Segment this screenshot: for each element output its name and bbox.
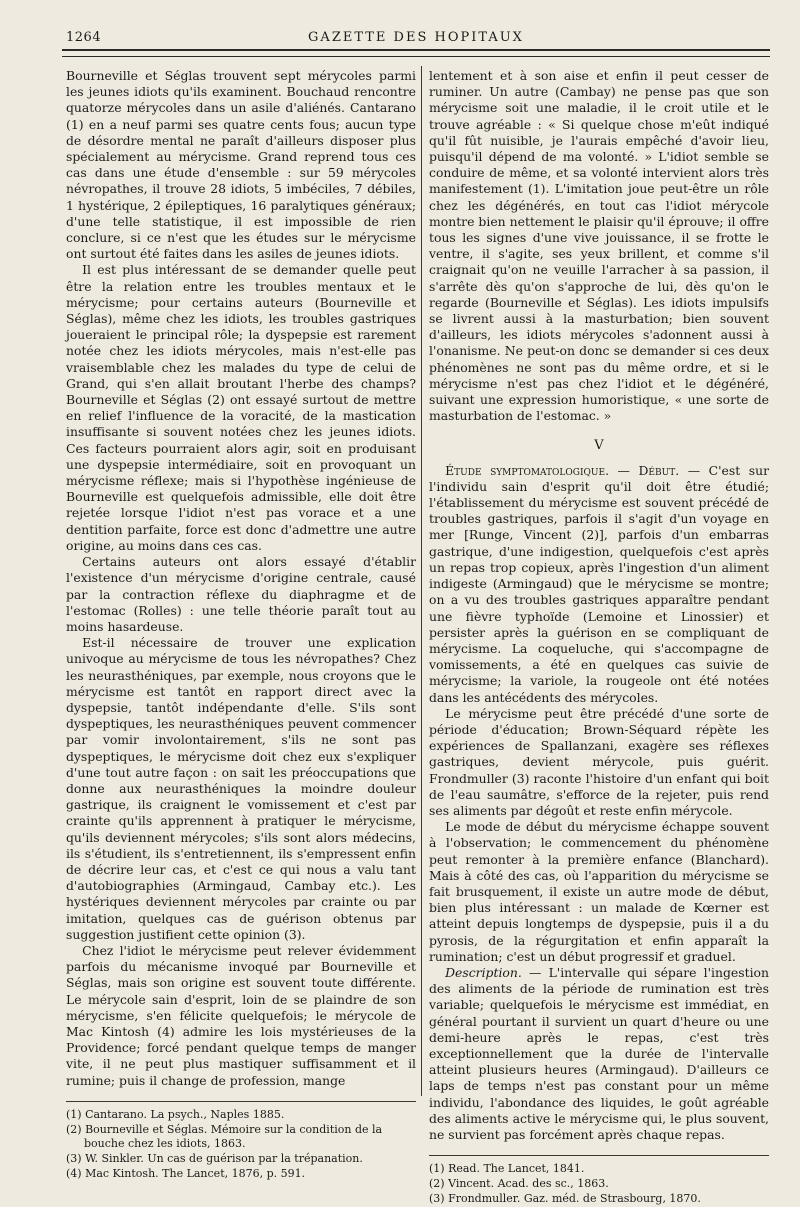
footnote: (1) Read. The Lancet, 1841. xyxy=(429,1162,585,1176)
subheading-description: Description. xyxy=(445,964,522,980)
paragraph: lentement et à son aise et enfin il peut cesser de ruminer. Un autre (Cambay) ne pense pas que son mérycisme soit une maladie, il le croit utile et le trouve agréable : « Si quelque chose m'eût indiqué qu'il fût nuisible, je l'aurais empêché d'avoir lieu, puisqu'il dépend de ma volonté. » L'idiot semble se conduire de même, et sa volonté intervient alors très manifestement (1). L'imitation joue peut-être un rôle chez les dégénérés, en tout cas l'idiot mérycole montre bien nettement le plaisir qu'il éprouve; il offre tous les signes d'une vive jouissance, il se frotte le ventre, il s'agite, ses yeux brillent, et comme s'il craignait qu'on ne veuille l'arracher à sa passion, il s'arrête dès qu'on s'approche de lui, dès qu'on le regarde (Bourneville et Séglas). Les idiots impulsifs se livrent aussi à la masturbation; bien souvent d'ailleurs, les idiots mérycoles s'adonnent aussi à l'onanisme. Ne peut-on donc se demander si ces deux phénomènes ne sont pas du même ordre, et si le mérycisme n'est pas chez l'idiot et le dégénéré, suivant une expression humoristique, « une sorte de masturbation de l'estomac. » xyxy=(429,68,769,424)
paragraph: Chez l'idiot le mérycisme peut relever évidemment parfois du mécanisme invoqué par Bourneville et Séglas, mais son origine est souvent toute différente. Le mérycole sain d'esprit, loin de se plaindre de son mérycisme, s'en félicite quelquefois; le mérycole de Mac Kintosh (4) admire les lois mystérieuses de la Providence; forcé pendant quelque temps de manger vite, il ne peut plus mastiquer suffisamment et il rumine; puis il change de profession, mange xyxy=(66,942,416,1088)
paragraph: Certains auteurs ont alors essayé d'établir l'existence d'un mérycisme d'origine centrale, causé par la contraction réflexe du diaphragme et de l'estomac (Rolles) : une telle théorie paraît tout au moins hasardeuse. xyxy=(66,554,416,634)
footnote: (4) Mac Kintosh. The Lancet, 1876, p. 591. xyxy=(66,1166,306,1180)
page-number: 1264 xyxy=(66,30,102,45)
paragraph: Bourneville et Séglas trouvent sept mérycoles parmi les jeunes idiots qu'ils examinent. Bouchaud rencontre quatorze mérycoles dans un asile d'aliénés. Cantarano (1) en a neuf parmi ses quatre cents fous; aucun type de désordre mental ne paraît d'ailleurs disposer plus spécialement au mérycisme. Grand reprend tous ces cas dans une étude d'ensemble : sur 59 mérycoles névropathes, il trouve 28 idiots, 5 imbéciles, 7 débiles, 1 hystérique, 2 épileptiques, 16 paralytiques généraux; d'une telle statistique, il est impossible de rien conclure, si ce n'est que les études sur le mérycisme ont surtout été faites dans les asiles de jeunes idiots. xyxy=(66,68,416,262)
footnote: (1) Cantarano. La psych., Naples 1885. xyxy=(66,1107,285,1121)
right-column xyxy=(429,68,769,1207)
footnote: (2) Vincent. Acad. des sc., 1863. xyxy=(429,1177,609,1191)
paragraph-text: L'intervalle qui sépare l'ingestion des aliments de la période de rumination est très variable; quelquefois le mérycisme est immédiat, en général pourtant il survient un quart d'heure ou une demi-heure après le repas, c'est très exceptionnellement que la durée de l'intervalle atteint plusieurs heures (Armingaud). D'ailleurs ce laps de temps n'est pas constant pour un même individu, l'abondance des liquides, le goût agréable des aliments active le mérycisme qui, le plus souvent, ne survient pas forcément après chaque repas. xyxy=(429,964,769,1142)
paragraph-text: C'est sur l'individu sain d'esprit qu'il doit être étudié; l'établissement du mérycisme est souvent précédé de troubles gastriques, parfois il s'agit d'un voyage en mer [Runge, Vincent (2)], parfois d'un embarras gastrique, d'une indigestion, quelquefois c'est après un repas trop copieux, après l'ingestion d'un aliment indigeste (Armingaud) que le mérycisme se montre; on a vu des troubles gastriques apparaître pendant une fièvre typhoïde (Lemoine et Linossier) et persister après la guérison en se compliquant de mérycisme. La coqueluche, qui s'accompagne de vomissements, a été en quelques cas suivie de mérycisme; la variole, la rougeole ont été notées dans les antécédents des mérycoles. xyxy=(429,462,770,705)
header-rule xyxy=(62,49,770,57)
page-header xyxy=(62,26,770,48)
footnotes xyxy=(429,1162,769,1206)
paragraph: Est-il nécessaire de trouver une explication univoque au mérycisme de tous les névropathes? Chez les neurasthéniques, par exemple, nous croyons que le mérycisme est tantôt en rapport direct avec la dyspepsie, tantôt indépendante d'elle. S'ils sont dyspeptiques, les neurasthéniques peuvent commencer par vomir involontairement, s'ils ne sont pas dyspeptiques, le mérycisme doit chez eux s'expliquer d'une tout autre façon : on sait les préoccupations que donne aux neurasthéniques la moindre douleur gastrique, ils craignent le vomissement et c'est par crainte qu'ils apprennent à pratiquer le mérycisme, qu'ils deviennent mérycoles; s'ils sont alors médecins, ils s'étudient, ils s'entretiennent, ils s'empressent enfin de décrire leur cas, et c'est ce qui nous a valu tant d'autobiographies (Armingaud, Cambay etc.). Les hystériques deviennent mérycoles par crainte ou par imitation, quelques cas de guérison obtenus par suggestion justifient cette opinion (3). xyxy=(66,635,416,942)
section-number: V xyxy=(594,438,604,454)
paragraph-description: Description. — L'intervalle qui sépare l'ingestion des aliments de la période de rumination est très variable; quelquefois le mérycisme est immédiat, en général pourtant il survient un quart d'heure ou une demi-heure après le repas, c'est très exceptionnellement que la durée de l'intervalle atteint plusieurs heures (Armingaud). D'ailleurs ce laps de temps n'est pas constant pour un même individu, l'abondance des liquides, le goût agréable des aliments active le mérycisme qui, le plus souvent, ne survient pas forcément après chaque repas. xyxy=(429,964,769,1142)
footnotes xyxy=(66,1108,416,1181)
paragraph: Le mode de début du mérycisme échappe souvent à l'observation; le commencement du phénomène peut remonter à la première enfance (Blanchard). Mais à côté des cas, où l'apparition du mérycisme se fait brusquement, il existe un autre mode de début, bien plus intéressant : un malade de Kœrner est atteint depuis longtemps de dyspepsie, puis il a du pyrosis, de la régurgitation et enfin apparaît la rumination; c'est un début progressif et graduel. xyxy=(429,819,769,964)
column-divider xyxy=(421,66,422,1096)
paragraph-debut: Étude symptomatologique. — Début. — C'est sur l'individu sain d'esprit qu'il doit être étudié; l'établissement du mérycisme est souvent précédé de troubles gastriques, parfois il s'agit d'un voyage en mer [Runge, Vincent (2)], parfois d'un embarras gastrique, d'une indigestion, quelquefois c'est après un repas trop copieux, après l'ingestion d'un aliment indigeste (Armingaud) que le mérycisme se montre; on a vu des troubles gastriques apparaître pendant une fièvre typhoïde (Lemoine et Linossier) et persister après la guérison en se compliquant de mérycisme. La coqueluche, qui s'accompagne de vomissements, a été en quelques cas suivie de mérycisme; la variole, la rougeole ont été notées dans les antécédents des mérycoles. xyxy=(429,462,770,705)
journal-title: GAZETTE DES HOPITAUX xyxy=(308,30,524,45)
paragraph: Il est plus intéressant de se demander quelle peut être la relation entre les troubles mentaux et le mérycisme; pour certains auteurs (Bourneville et Séglas), même chez les idiots, les troubles gastriques joueraient le principal rôle; la dyspepsie est rarement notée chez les idiots mérycoles, mais n'est-elle pas vraisemblable chez les malades du type de celui de Grand, qui s'en allait broutant l'herbe des champs? Bourneville et Séglas (2) ont essayé surtout de mettre en relief l'influence de la voracité, de la mastication insuffisante si souvent notées chez les jeunes idiots. Ces facteurs pourraient alors agir, soit en produisant une dyspepsie intermédiaire, soit en provoquant un mérycisme réflexe; mais si l'hypothèse ingénieuse de Bourneville est quelquefois admissible, elle doit être rejetée lorsque l'idiot n'est pas vorace et a une dentition parfaite, force est donc d'admettre une autre origine, au moins dans ces cas. xyxy=(66,262,416,553)
left-column xyxy=(66,68,416,1182)
subheading-debut: Début. xyxy=(638,462,680,478)
footnote: (3) Frondmuller. Gaz. méd. de Strasbourg, 1870. xyxy=(429,1192,701,1206)
paragraph: Le mérycisme peut être précédé d'une sorte de période d'éducation; Brown-Séquard répète les expériences de Spallanzani, exagère ses réflexes gastriques, devient mérycole, puis guérit. Frondmuller (3) raconte l'histoire d'un enfant qui boit de l'eau saumâtre, s'efforce de la rejeter, puis rend ses aliments par dégoût et reste enfin mérycole. xyxy=(429,705,769,818)
section-heading: Étude symptomatologique. xyxy=(445,462,610,478)
footnote: (2) Bourneville et Séglas. Mémoire sur la condition de la bouche chez les idiots, 1863. xyxy=(66,1122,383,1150)
footnote-rule xyxy=(66,1101,416,1102)
footnote: (3) W. Sinkler. Un cas de guérison par la trépanation. xyxy=(66,1151,363,1165)
